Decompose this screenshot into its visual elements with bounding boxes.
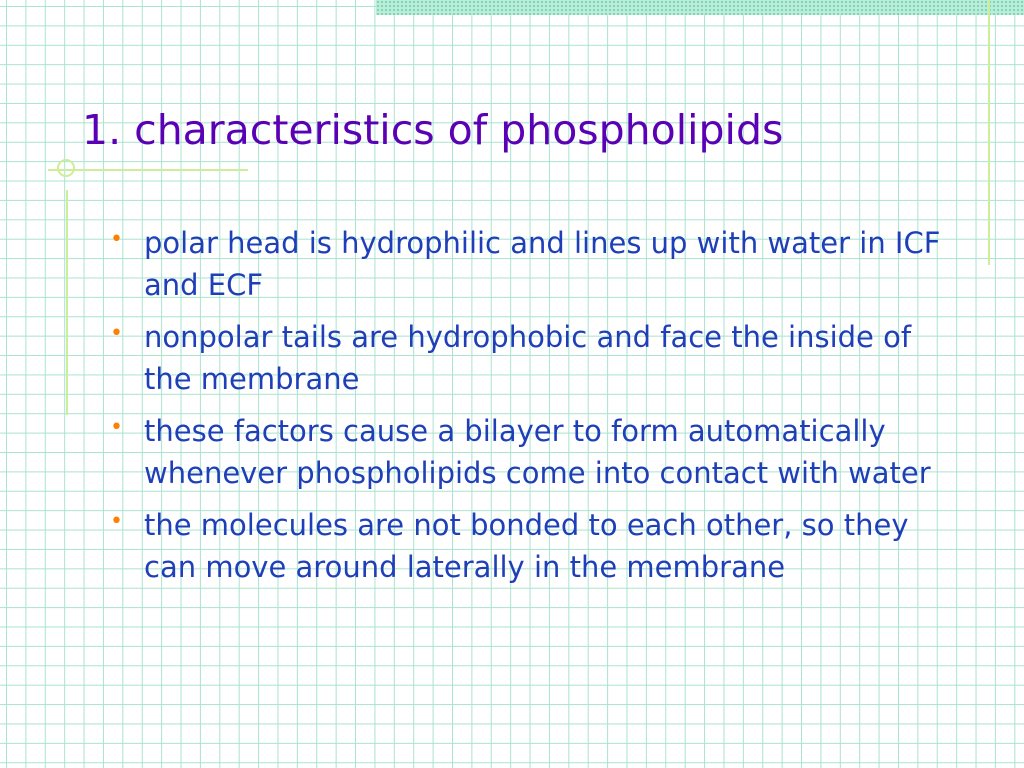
bullet-text: these factors cause a bilayer to form automatically whenever phospholipids come into contact with water bbox=[144, 414, 931, 490]
bullet-icon: • bbox=[110, 509, 123, 534]
bullet-item bbox=[110, 316, 950, 400]
slide-title: 1. characteristics of phospholipids bbox=[82, 106, 784, 154]
bullet-text: nonpolar tails are hydrophobic and face the inside of the membrane bbox=[144, 320, 912, 396]
bullet-list bbox=[110, 222, 950, 598]
bullet-icon: • bbox=[110, 227, 123, 252]
bullet-icon: • bbox=[110, 321, 123, 346]
top-decorative-band bbox=[376, 0, 1024, 15]
right-accent-line bbox=[988, 0, 990, 265]
accent-circle-ornament bbox=[57, 159, 75, 177]
bullet-text: polar head is hydrophilic and lines up with water in ICF and ECF bbox=[144, 226, 941, 302]
bullet-item bbox=[110, 222, 950, 306]
left-accent-line bbox=[66, 190, 68, 415]
bullet-item bbox=[110, 504, 950, 588]
bullet-text: the molecules are not bonded to each other, so they can move around laterally in the membrane bbox=[144, 508, 909, 584]
bullet-icon: • bbox=[110, 415, 123, 440]
bullet-item bbox=[110, 410, 950, 494]
title-underline-accent bbox=[48, 169, 248, 171]
